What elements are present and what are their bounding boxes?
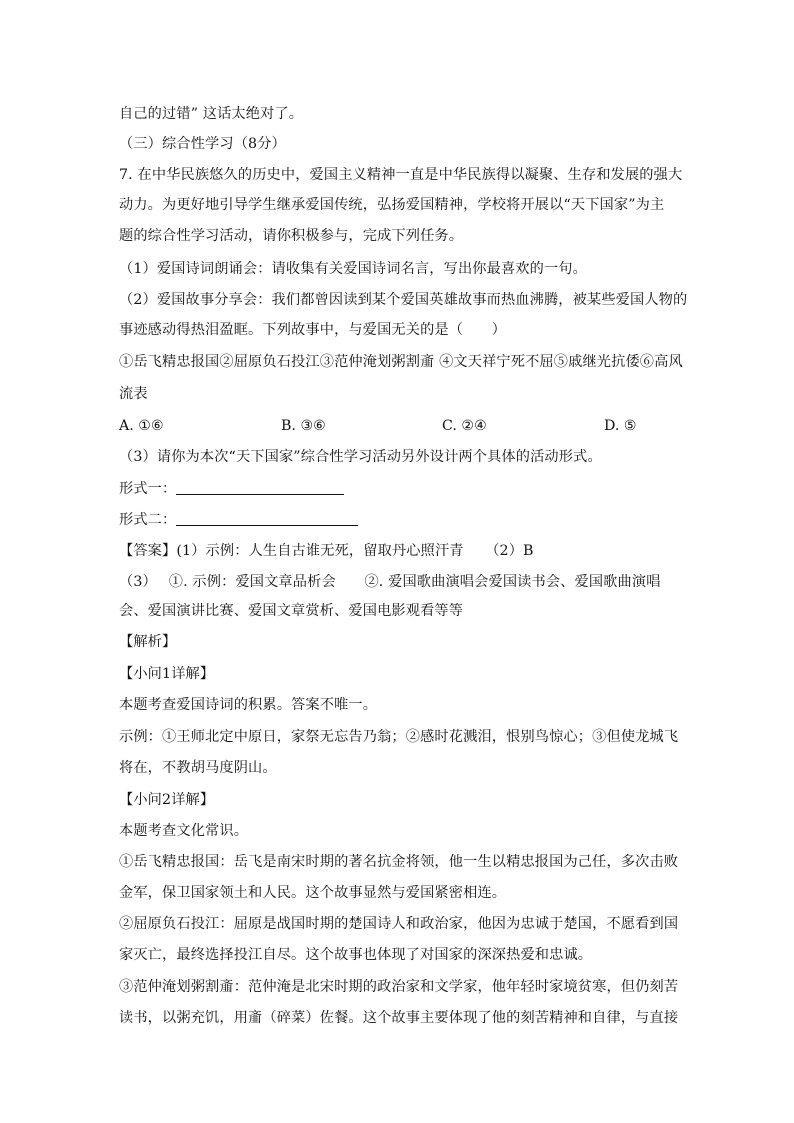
analysis-text: ③范仲淹划粥割齑：范仲淹是北宋时期的政治家和文学家，他年轻时家境贫寒，但仍刻苦 (119, 979, 679, 995)
analysis-text: 本题考查爱国诗词的积累。答案不唯一。 (119, 697, 378, 713)
form-label-1: 形式一： (119, 481, 177, 497)
analysis-text: 示例：①王师北定中原日，家祭无忘告乃翁；②感时花溅泪，恨别鸟惊心；③但使龙城飞 (119, 729, 679, 745)
answer-text: 会、爱国演讲比赛、爱国文章赏析、爱国电影观看等等 (119, 603, 464, 619)
form-line-1 (119, 479, 699, 499)
form-line-2 (119, 510, 699, 530)
task-text: 事迹感动得热泪盈眶。下列故事中，与爱国无关的是（ ） (119, 322, 507, 338)
question-text: 题的综合性学习活动，请你积极参与，完成下列任务。 (119, 228, 464, 244)
choice-a: A. ①⑥ (119, 418, 164, 434)
answer-blank-1 (176, 480, 344, 495)
task-text: （3）请你为本次“天下国家”综合性学习活动另外设计两个具体的活动形式。 (119, 449, 602, 465)
analysis-text: 读书，以粥充饥，用齑（碎菜）佐餐。这个故事主要体现了他的刻苦精神和自律，与直接 (119, 1010, 679, 1026)
analysis-text: 本题考查文化常识。 (119, 823, 249, 839)
analysis-text: 家灭亡，最终选择投江自尽。这个故事也体现了对国家的深深热爱和忠诚。 (119, 947, 593, 963)
task-text: （2）爱国故事分享会：我们都曾因读到某个爱国英雄故事而热血沸腾，被某些爱国人物的 (119, 292, 688, 308)
section-heading: （三）综合性学习（8分） (119, 136, 286, 152)
options-text: 流表 (119, 386, 148, 402)
text-line: 自己的过错” 这话太绝对了。 (119, 106, 304, 122)
choice-d: D. ⑤ (604, 418, 637, 434)
question-text: 动力。为更好地引导学生继承爱国传统，弘扬爱国精神，学校将开展以“天下国家”为主 (119, 197, 665, 213)
analysis-text: 将在，不教胡马度阴山。 (119, 760, 277, 776)
choice-b: B. ③⑥ (281, 418, 326, 434)
answer-blank-2 (176, 511, 358, 526)
analysis-text: 金军，保卫国家领土和人民。这个故事显然与爱国紧密相连。 (119, 885, 507, 901)
form-label-2: 形式二： (119, 512, 177, 528)
choice-c: C. ②④ (442, 418, 487, 434)
analysis-text: ②屈原负石投江：屈原是战国时期的楚国诗人和政治家，他因为忠诚于楚国，不愿看到国 (119, 916, 679, 932)
analysis-heading: 【解析】 (119, 634, 177, 650)
sub-question-heading: 【小问2详解】 (119, 792, 215, 808)
sub-question-heading: 【小问1详解】 (119, 666, 215, 682)
task-text: （1）爱国诗词朗诵会：请收集有关爱国诗词名言，写出你最喜欢的一句。 (119, 261, 587, 277)
analysis-text: ①岳飞精忠报国：岳飞是南宋时期的著名抗金将领，他一生以精忠报国为己任，多次击败 (119, 854, 679, 870)
question-text: 7. 在中华民族悠久的历史中，爱国主义精神一直是中华民族得以凝聚、生存和发展的强大 (119, 167, 683, 183)
answer-text: 【答案】(1）示例：人生自古谁无死，留取丹心照汗青 （2）B (119, 543, 534, 559)
options-text: ①岳飞精忠报国②屈原负石投江③范仲淹划粥割齑 ④文天祥宁死不屈⑤戚继光抗倭⑥高风 (119, 354, 683, 370)
answer-text: （3） ①. 示例：爱国文章品析会 ②. 爱国歌曲演唱会爱国读书会、爱国歌曲演唱 (119, 574, 661, 590)
